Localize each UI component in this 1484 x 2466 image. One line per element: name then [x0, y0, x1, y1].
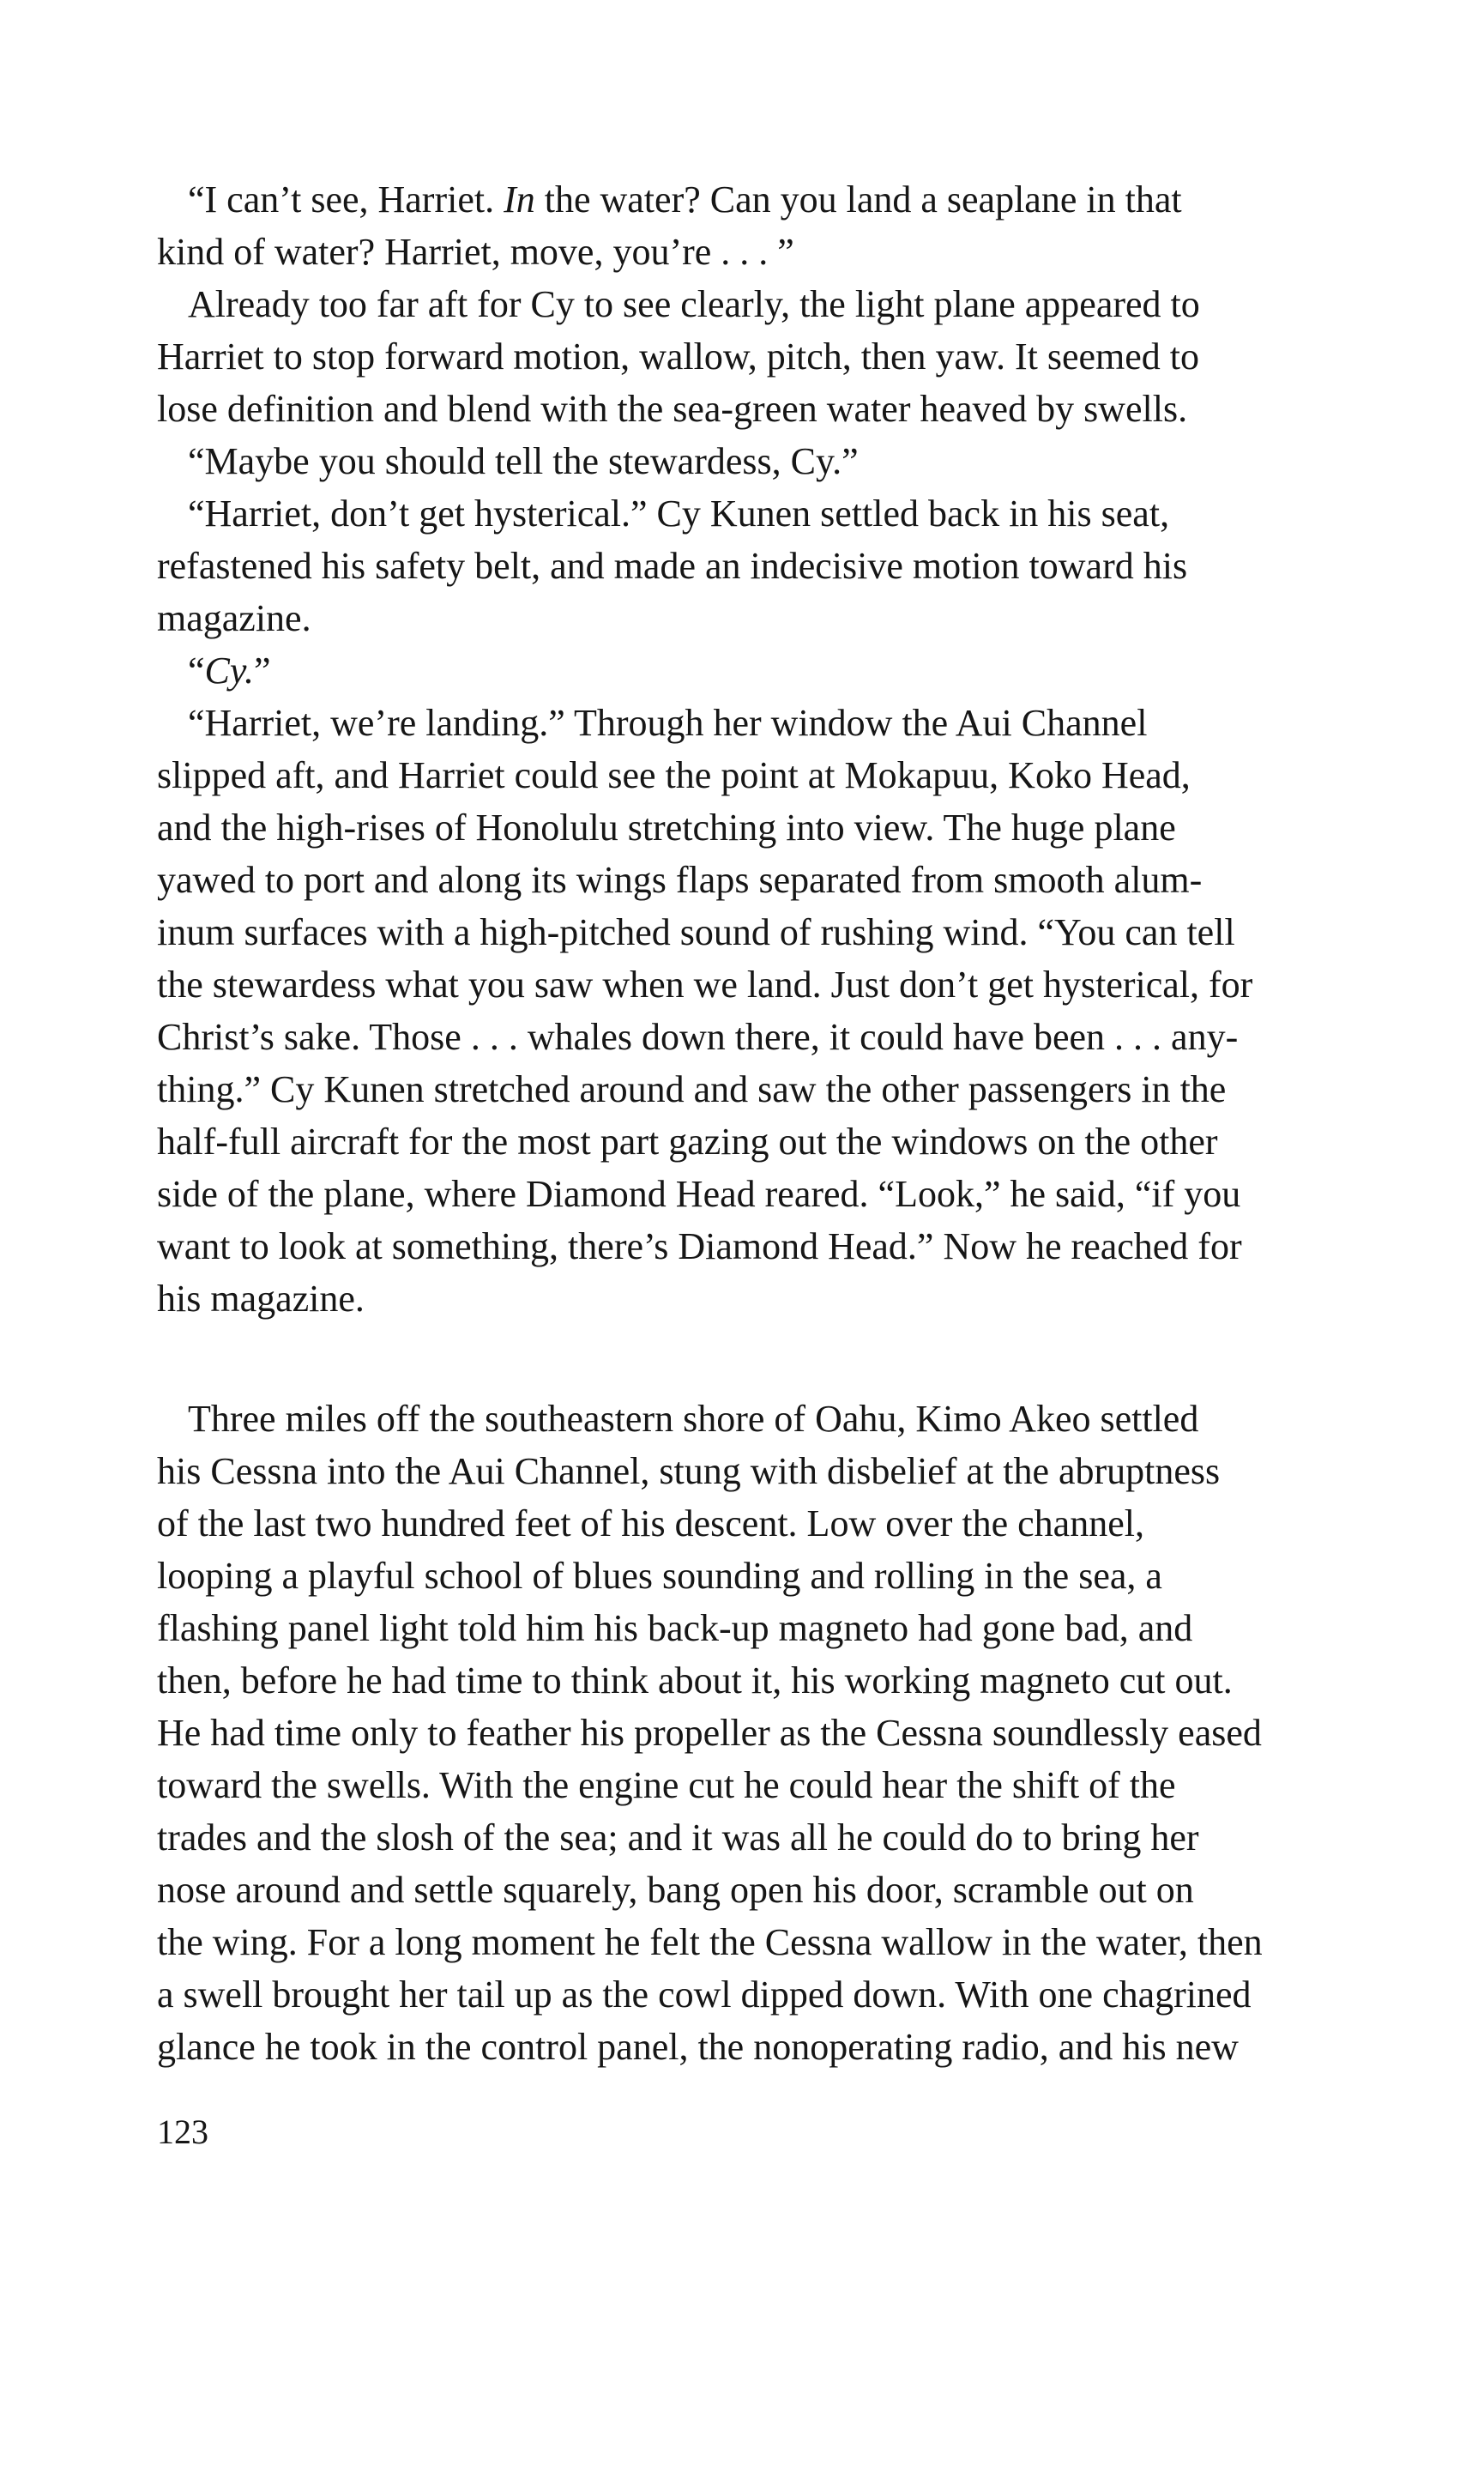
text-line: his Cessna into the Aui Channel, stung with disbelief at the abruptness	[157, 1450, 1221, 1492]
text-line: refastened his safety belt, and made an indecisive motion toward his	[157, 545, 1188, 587]
text-line: “Maybe you should tell the stewardess, Cy.”	[188, 440, 859, 482]
text-line: “Harriet, don’t get hysterical.” Cy Kunen settled back in his seat,	[188, 493, 1170, 535]
text-line: nose around and settle squarely, bang open his door, scramble out on	[157, 1869, 1194, 1911]
text-run: “	[188, 650, 205, 692]
text-run: the water? Can you land a seaplane in that	[534, 178, 1182, 221]
text-line: thing.” Cy Kunen stretched around and saw the other passengers in the	[157, 1068, 1227, 1110]
text-line: slipped aft, and Harriet could see the point at Mokapuu, Koko Head,	[157, 754, 1191, 796]
text-line: lose definition and blend with the sea-green water heaved by swells.	[157, 388, 1188, 430]
text-line: Three miles off the southeastern shore of Oahu, Kimo Akeo settled	[188, 1398, 1199, 1440]
text-line: his magazine.	[157, 1278, 365, 1320]
text-line: yawed to port and along its wings flaps separated from smooth alum-	[157, 859, 1203, 901]
text-line: He had time only to feather his propeller as the Cessna soundlessly eased	[157, 1712, 1262, 1754]
text-line: magazine.	[157, 597, 311, 639]
text-line: inum surfaces with a high-pitched sound of rushing wind. “You can tell	[157, 911, 1235, 953]
text-line: “Harriet, we’re landing.” Through her window the Aui Channel	[188, 702, 1148, 744]
text-line: want to look at something, there’s Diamond Head.” Now he reached for	[157, 1225, 1242, 1267]
page-number: 123	[157, 2112, 208, 2151]
text-line: trades and the slosh of the sea; and it was all he could do to bring her	[157, 1816, 1199, 1859]
text-section-2	[157, 1393, 1341, 2073]
text-line: flashing panel light told him his back-up magneto had gone bad, and	[157, 1607, 1193, 1649]
text-line: toward the swells. With the engine cut he could hear the shift of the	[157, 1764, 1176, 1806]
text-line: half-full aircraft for the most part gazing out the windows on the other	[157, 1121, 1218, 1163]
italic-text: Cy.	[204, 650, 254, 692]
text-run: ”	[253, 650, 271, 692]
text-line: kind of water? Harriet, move, you’re . . . ”	[157, 231, 794, 273]
text-line: of the last two hundred feet of his descent. Low over the channel,	[157, 1502, 1144, 1544]
text-line: and the high-rises of Honolulu stretching into view. The huge plane	[157, 807, 1176, 849]
text-line: looping a playful school of blues sounding and rolling in the sea, a	[157, 1555, 1162, 1597]
text-line: the stewardess what you saw when we land. Just don’t get hysterical, for	[157, 964, 1253, 1006]
text-line	[157, 644, 1341, 697]
italic-text: In	[504, 178, 535, 221]
text-line: the wing. For a long moment he felt the Cessna wallow in the water, then	[157, 1921, 1263, 1963]
text-line: Already too far aft for Cy to see clearly, the light plane appeared to	[188, 283, 1200, 325]
text-line: a swell brought her tail up as the cowl dipped down. With one chagrined	[157, 1973, 1252, 2016]
text-run: “I can’t see, Harriet.	[188, 178, 504, 221]
text-line: glance he took in the control panel, the nonoperating radio, and his new	[157, 2026, 1239, 2068]
text-line: Harriet to stop forward motion, wallow, pitch, then yaw. It seemed to	[157, 335, 1199, 378]
text-line: then, before he had time to think about it, his working magneto cut out.	[157, 1659, 1233, 1701]
text-line: side of the plane, where Diamond Head reared. “Look,” he said, “if you	[157, 1173, 1241, 1215]
text-line: Christ’s sake. Those . . . whales down there, it could have been . . . any-	[157, 1016, 1239, 1058]
text-line	[157, 173, 1341, 226]
text-section-1	[157, 173, 1341, 1325]
